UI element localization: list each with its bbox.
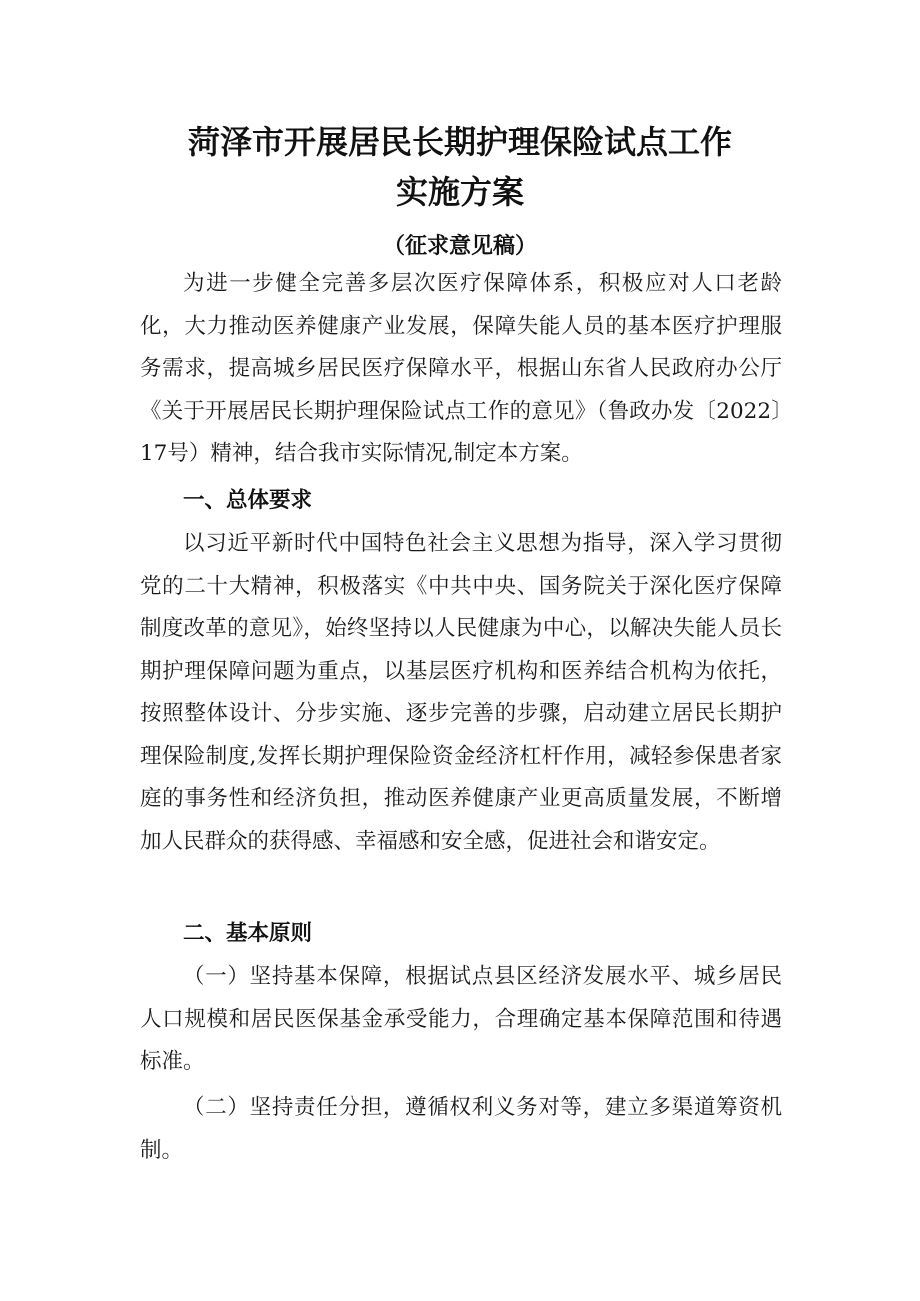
intro-paragraph: 为进一步健全完善多层次医疗保障体系，积极应对人口老龄化，大力推动医养健康产业发展，保障失能人员的基本医疗护理服务需求，提高城乡居民医疗保障水平，根据山东省人民政府办公厅《关于开展居民长期护理保险试点工作的意见》（鲁政办发〔2022〕17号）精神，结合我市实际情况,制定本方案。 [140, 271, 782, 466]
document-title-line2: 实施方案 [395, 173, 524, 211]
section-paragraph: （二）坚持责任分担，遵循权利义务对等，建立多渠道筹资机制。 [140, 1095, 782, 1163]
section-heading-general-requirements: 一、总体要求 [183, 488, 313, 513]
document-title-line1: 菏泽市开展居民长期护理保险试点工作 [187, 123, 732, 161]
section-paragraph: 以习近平新时代中国特色社会主义思想为指导，深入学习贯彻党的二十大精神，积极落实《中共中央、国务院关于深化医疗保障制度改革的意见》，始终坚持以人民健康为中心，以解决失能人员长期护理保障问题为重点，以基层医疗机构和医养结合机构为依托，按照整体设计、分步实施、逐步完善的步骤，启动建立居民长期护理保险制度,发挥长期护理保险资金经济杠杆作用，减轻参保患者家庭的事务性和经济负担，推动医养健康产业更高质量发展，不断增加人民群众的获得感、幸福感和安全感，促进社会和谐安定。 [140, 531, 782, 854]
section-paragraph: （一）坚持基本保障，根据试点县区经济发展水平、城乡居民人口规模和居民医保基金承受能力，合理确定基本保障范围和待遇标准。 [140, 964, 782, 1074]
document-subtitle: （征求意见稿） [382, 234, 537, 259]
section-heading-basic-principles: 二、基本原则 [183, 921, 313, 946]
